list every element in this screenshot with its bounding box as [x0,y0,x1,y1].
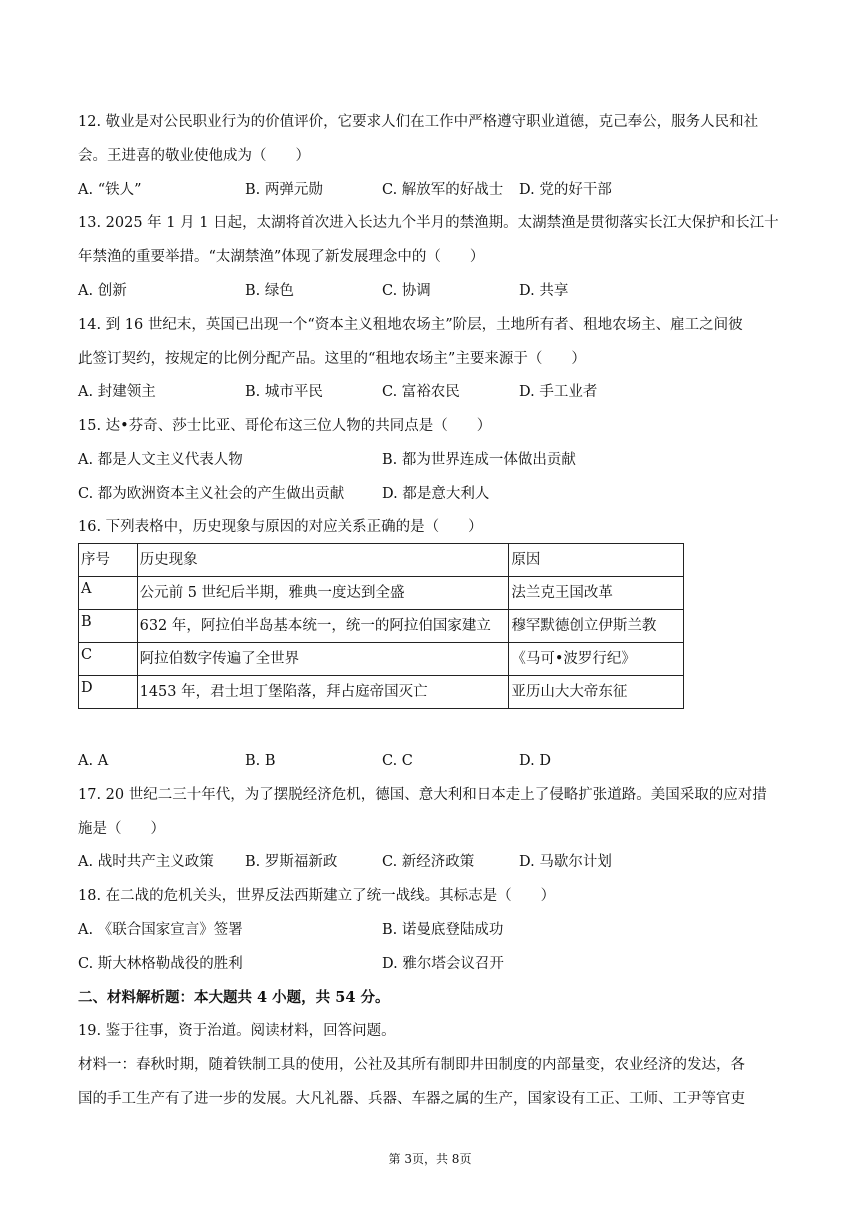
table-cell: 632 年，阿拉伯半岛基本统一，统一的阿拉伯国家建立 [137,610,509,643]
q13-option-c: C. 协调 [382,283,431,299]
q15-option-d: D. 都是意大利人 [382,486,490,502]
q18-option-c: C. 斯大林格勒战役的胜利 [78,956,243,972]
table-row [79,643,684,676]
q14-option-d: D. 手工业者 [519,384,598,400]
q16-option-c: C. C [382,753,413,769]
q15-option-b: B. 都为世界连成一体做出贡献 [382,452,576,468]
q13-option-a: A. 创新 [78,283,127,299]
q18-option-a: A. 《联合国家宣言》签署 [78,922,243,938]
q14-option-c: C. 富裕农民 [382,384,460,400]
q17-option-b: B. 罗斯福新政 [245,854,338,870]
history-table [78,543,684,709]
table-cell: 穆罕默德创立伊斯兰教 [509,610,684,643]
q15-stem-line1: 15. 达•芬奇、莎士比亚、哥伦布这三位人物的共同点是（ ） [78,418,492,434]
q12-stem-line1: 12. 敬业是对公民职业行为的价值评价，它要求人们在工作中严格遵守职业道德，克己奉公，服务人民和社 [78,114,759,130]
q19-material-line2: 国的手工生产有了进一步的发展。大凡礼器、兵器、车器之属的生产，国家设有工正、工师、工尹等官吏 [78,1091,745,1107]
table-cell: C [79,643,138,676]
table-cell: 公元前 5 世纪后半期，雅典一度达到全盛 [137,577,509,610]
table-cell: D [79,676,138,709]
table-row [79,577,684,610]
q14-stem-line2: 此签订契约，按规定的比例分配产品。这里的“租地农场主”主要来源于（ ） [78,351,586,367]
table-row [79,610,684,643]
q17-option-c: C. 新经济政策 [382,854,475,870]
q16-option-a: A. A [78,753,109,769]
table-header-row [79,544,684,577]
q16-option-b: B. B [245,753,276,769]
table-cell: A [79,577,138,610]
table-cell: 亚历山大大帝东征 [509,676,684,709]
q12-stem-line2: 会。王进喜的敬业使他成为（ ） [78,148,310,164]
q12-option-c: C. 解放军的好战士 [382,182,504,198]
table-cell: 法兰克王国改革 [509,577,684,610]
q12-option-a: A. “铁人” [78,182,142,198]
q16-stem-line1: 16. 下列表格中，历史现象与原因的对应关系正确的是（ ） [78,519,483,535]
table-cell: 《马可•波罗行纪》 [509,643,684,676]
q17-option-a: A. 战时共产主义政策 [78,854,214,870]
q16-option-d: D. D [519,753,551,769]
q18-stem-line1: 18. 在二战的危机关头，世界反法西斯建立了统一战线。其标志是（ ） [78,888,556,904]
q13-stem-line1: 13. 2025 年 1 月 1 日起，太湖将首次进入长达九个半月的禁渔期。太湖禁渔是贯彻落实长江大保护和长江十 [78,215,779,231]
q15-option-a: A. 都是人文主义代表人物 [78,452,243,468]
q14-stem-line1: 14. 到 16 世纪末，英国已出现一个“资本主义租地农场主”阶层，土地所有者、租地农场主、雇工之间彼 [78,317,743,333]
page-footer: 第 3页，共 8页 [388,1152,472,1166]
q14-option-a: A. 封建领主 [78,384,156,400]
table-cell: 1453 年，君士坦丁堡陷落，拜占庭帝国灭亡 [137,676,509,709]
table-header-cell: 原因 [509,544,684,577]
section-heading: 二、材料解析题：本大题共 4 小题，共 54 分。 [78,989,390,1006]
q14-option-b: B. 城市平民 [245,384,323,400]
table-cell: B [79,610,138,643]
q15-option-c: C. 都为欧洲资本主义社会的产生做出贡献 [78,486,345,502]
q17-stem-line2: 施是（ ） [78,821,165,837]
table-header-cell: 序号 [79,544,138,577]
q19-stem-line1: 19. 鉴于往事，资于治道。阅读材料，回答问题。 [78,1023,396,1039]
q18-option-b: B. 诺曼底登陆成功 [382,922,504,938]
q17-stem-line1: 17. 20 世纪二三十年代，为了摆脱经济危机，德国、意大利和日本走上了侵略扩张道路。美国采取的应对措 [78,787,767,803]
q12-option-d: D. 党的好干部 [519,182,612,198]
table-header-cell: 历史现象 [137,544,509,577]
table-cell: 阿拉伯数字传遍了全世界 [137,643,509,676]
q13-option-b: B. 绿色 [245,283,294,299]
q12-option-b: B. 两弹元勋 [245,182,323,198]
q18-option-d: D. 雅尔塔会议召开 [382,956,504,972]
table-row [79,676,684,709]
q19-material-line1: 材料一：春秋时期，随着铁制工具的使用，公社及其所有制即井田制度的内部量变，农业经济的发达，各 [78,1057,745,1073]
q13-option-d: D. 共享 [519,283,569,299]
q13-stem-line2: 年禁渔的重要举措。“太湖禁渔”体现了新发展理念中的（ ） [78,249,485,265]
q17-option-d: D. 马歇尔计划 [519,854,612,870]
